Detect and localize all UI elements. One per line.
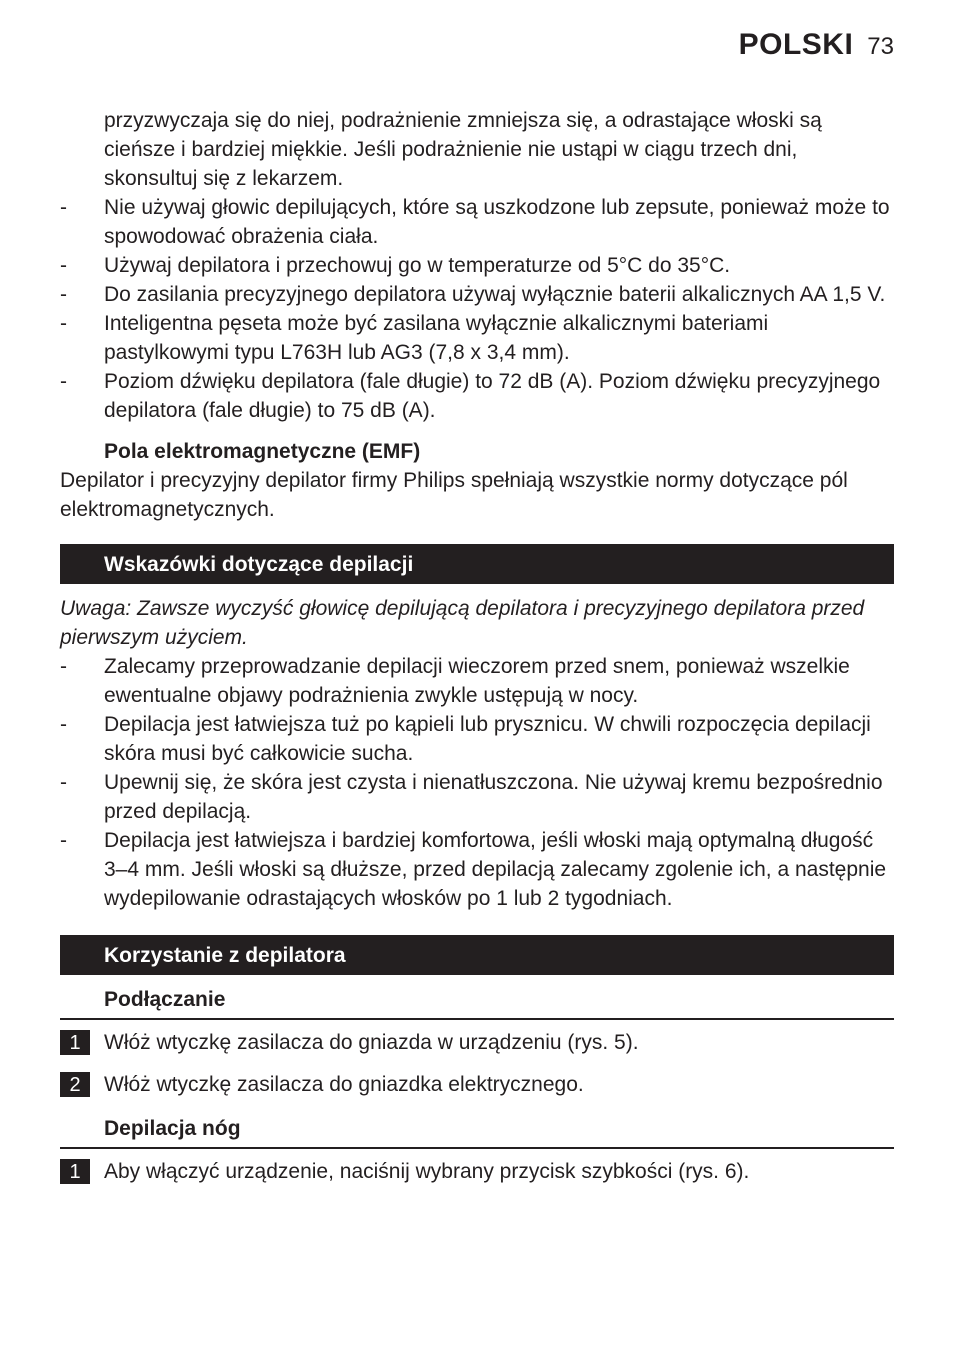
bullet-dash: - — [60, 655, 67, 678]
list-item-text: Nie używaj głowic depilujących, które są uszkodzone lub zepsute, ponieważ może to spowodować obrażenia ciała. — [104, 196, 890, 248]
bullet-dash: - — [60, 196, 67, 219]
list-item-text: Zalecamy przeprowadzanie depilacji wieczorem przed snem, ponieważ wszelkie ewentualne objawy podrażnienia zwykle ustępują w nocy. — [104, 655, 850, 707]
list-item-text: Inteligentna pęseta może być zasilana wyłącznie alkalicznymi bateriami pastylkowymi typu L763H lub AG3 (7,8 x 3,4 mm). — [104, 312, 769, 364]
bullet-dash: - — [60, 312, 67, 335]
list-item — [60, 826, 894, 913]
tips-section-bar: Wskazówki dotyczące depilacji — [60, 544, 894, 584]
list-item — [60, 367, 894, 425]
usage-section-bar: Korzystanie z depilatora — [60, 935, 894, 975]
step-text: Aby włączyć urządzenie, naciśnij wybrany przycisk szybkości (rys. 6). — [104, 1160, 750, 1183]
page-number: 73 — [867, 33, 894, 60]
bullet-dash: - — [60, 771, 67, 794]
list-item-text: Do zasilania precyzyjnego depilatora używaj wyłącznie baterii alkalicznych AA 1,5 V. — [104, 283, 886, 306]
list-item — [60, 193, 894, 251]
bullet-dash: - — [60, 283, 67, 306]
list-item-text: Depilacja jest łatwiejsza tuż po kąpieli lub prysznicu. W chwili rozpoczęcia depilacji skóra musi być całkowicie sucha. — [104, 713, 871, 765]
step-number: 1 — [60, 1159, 90, 1184]
list-item — [60, 768, 894, 826]
bullet-dash: - — [60, 370, 67, 393]
bullet-dash: - — [60, 254, 67, 277]
connecting-heading: Podłączanie — [60, 985, 894, 1020]
list-item — [60, 309, 894, 367]
intro-continuation: przyzwyczaja się do niej, podrażnienie zmniejsza się, a odrastające włoski są cieńsze i bardziej miękkie. Jeśli podrażnienie nie ustąpi w ciągu trzech dni, skonsultuj się z lekarzem. — [104, 109, 822, 190]
step-text: Włóż wtyczkę zasilacza do gniazdka elektrycznego. — [104, 1073, 584, 1096]
step-item — [60, 1028, 894, 1057]
step-item — [60, 1157, 894, 1186]
bullet-dash: - — [60, 829, 67, 852]
tips-list — [60, 652, 894, 913]
step-number: 2 — [60, 1072, 90, 1097]
step-number: 1 — [60, 1030, 90, 1055]
list-item-text: Poziom dźwięku depilatora (fale długie) to 72 dB (A). Poziom dźwięku precyzyjnego depilatora (fale długie) to 75 dB (A). — [104, 370, 881, 422]
list-item-text: Depilacja jest łatwiejsza i bardziej komfortowa, jeśli włoski mają optymalną długość 3–4 mm. Jeśli włoski są dłuższe, przed depilacją zalecamy zgolenie ich, a następnie wydepilowanie odrastających włosków po 1 lub 2 tygodniach. — [104, 829, 887, 910]
step-text: Włóż wtyczkę zasilacza do gniazda w urządzeniu (rys. 5). — [104, 1031, 639, 1054]
legs-heading: Depilacja nóg — [60, 1114, 894, 1149]
emf-heading: Pola elektromagnetyczne (EMF) — [104, 440, 421, 463]
bullet-dash: - — [60, 713, 67, 736]
list-item-text: Upewnij się, że skóra jest czysta i nienatłuszczona. Nie używaj kremu bezpośrednio przed depilacją. — [104, 771, 883, 823]
tips-note: Uwaga: Zawsze wyczyść głowicę depilującą depilatora i precyzyjnego depilatora przed pierwszym użyciem. — [60, 597, 865, 649]
list-item — [60, 280, 894, 309]
page-content — [60, 106, 894, 1186]
step-item — [60, 1070, 894, 1099]
language-label: POLSKI — [738, 28, 854, 61]
list-item — [60, 710, 894, 768]
warnings-list — [60, 193, 894, 425]
emf-text: Depilator i precyzyjny depilator firmy Philips spełniają wszystkie normy dotyczące pól elektromagnetycznych. — [60, 469, 848, 521]
list-item-text: Używaj depilatora i przechowuj go w temperaturze od 5°C do 35°C. — [104, 254, 731, 277]
list-item — [60, 652, 894, 710]
list-item — [60, 251, 894, 280]
page-header — [739, 28, 894, 62]
